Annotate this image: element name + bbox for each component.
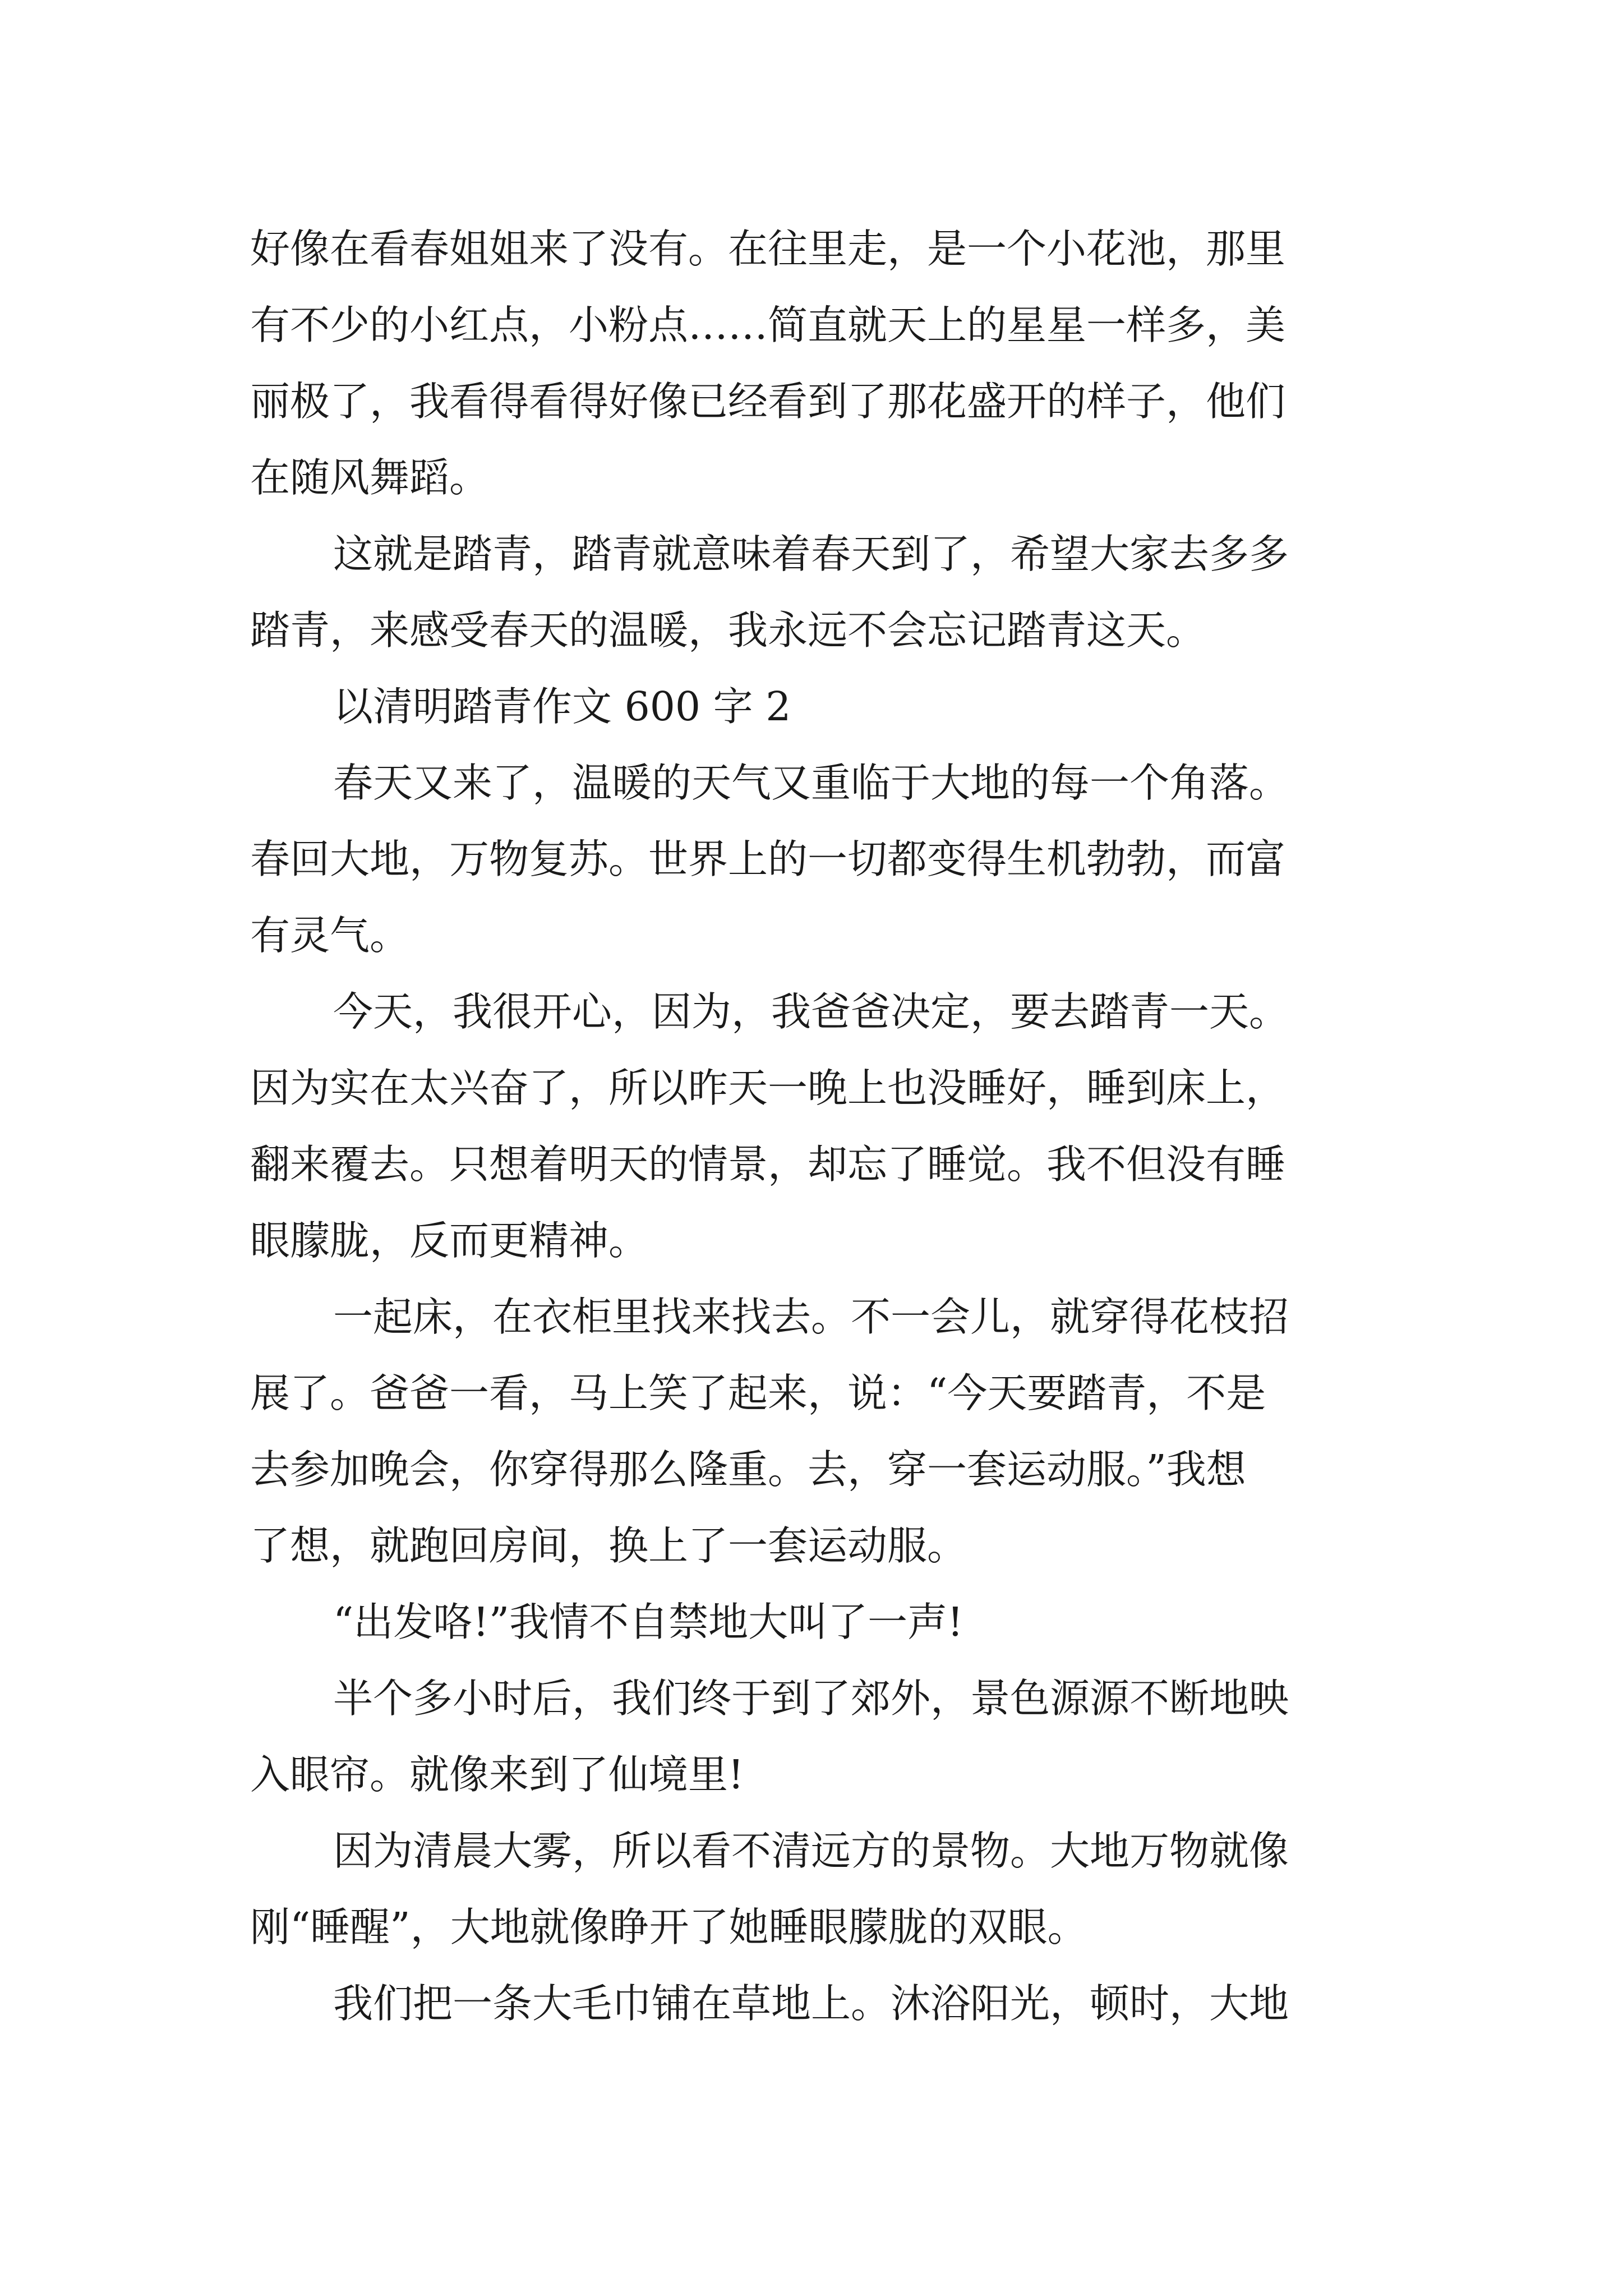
- text-line: 因为清晨大雾，所以看不清远方的景物。大地万物就像: [333, 1828, 1289, 1874]
- text-line: “出发咯!”我情不自禁地大叫了一声!: [333, 1599, 963, 1645]
- text-line: 春回大地，万物复苏。世界上的一切都变得生机勃勃，而富: [250, 836, 1286, 882]
- text-line: 在随风舞蹈。: [250, 454, 490, 501]
- text-line: 去参加晚会，你穿得那么隆重。去，穿一套运动服。”我想: [250, 1446, 1246, 1493]
- text-line: 这就是踏青，踏青就意味着春天到了，希望大家去多多: [333, 531, 1289, 577]
- text-line: 因为实在太兴奋了，所以昨天一晚上也没睡好，睡到床上，: [250, 1065, 1286, 1111]
- text-line: 春天又来了，温暖的天气又重临于大地的每一个角落。: [333, 760, 1289, 806]
- text-line: 了想，就跑回房间，换上了一套运动服。: [250, 1522, 967, 1569]
- text-line: 我们把一条大毛巾铺在草地上。沐浴阳光，顿时，大地: [333, 1980, 1289, 2027]
- text-line: 今天，我很开心，因为，我爸爸决定，要去踏青一天。: [333, 988, 1289, 1035]
- text-line: 半个多小时后，我们终于到了郊外，景色源源不断地映: [333, 1675, 1289, 1722]
- text-line: 踏青，来感受春天的温暖，我永远不会忘记踏青这天。: [250, 607, 1206, 654]
- text-line: 有灵气。: [250, 912, 410, 959]
- text-line: 好像在看春姐姐来了没有。在往里走，是一个小花池，那里: [250, 226, 1286, 272]
- text-line: 入眼帘。就像来到了仙境里!: [250, 1751, 744, 1798]
- text-line: 一起床，在衣柜里找来找去。不一会儿，就穿得花枝招: [333, 1294, 1289, 1340]
- text-line: 展了。爸爸一看，马上笑了起来，说：“今天要踏青，不是: [250, 1370, 1266, 1416]
- text-line: 刚“睡醒”，大地就像睁开了她睡眼朦胧的双眼。: [250, 1904, 1087, 1950]
- text-line: 眼朦胧，反而更精神。: [250, 1217, 649, 1264]
- text-line: 有不少的小红点，小粉点……简直就天上的星星一样多，美: [250, 302, 1286, 348]
- section-heading: 以清明踏青作文 600 字 2: [333, 683, 791, 730]
- text-line: 翻来覆去。只想着明天的情景，却忘了睡觉。我不但没有睡: [250, 1141, 1286, 1188]
- text-line: 丽极了，我看得看得好像已经看到了那花盛开的样子，他们: [250, 378, 1286, 425]
